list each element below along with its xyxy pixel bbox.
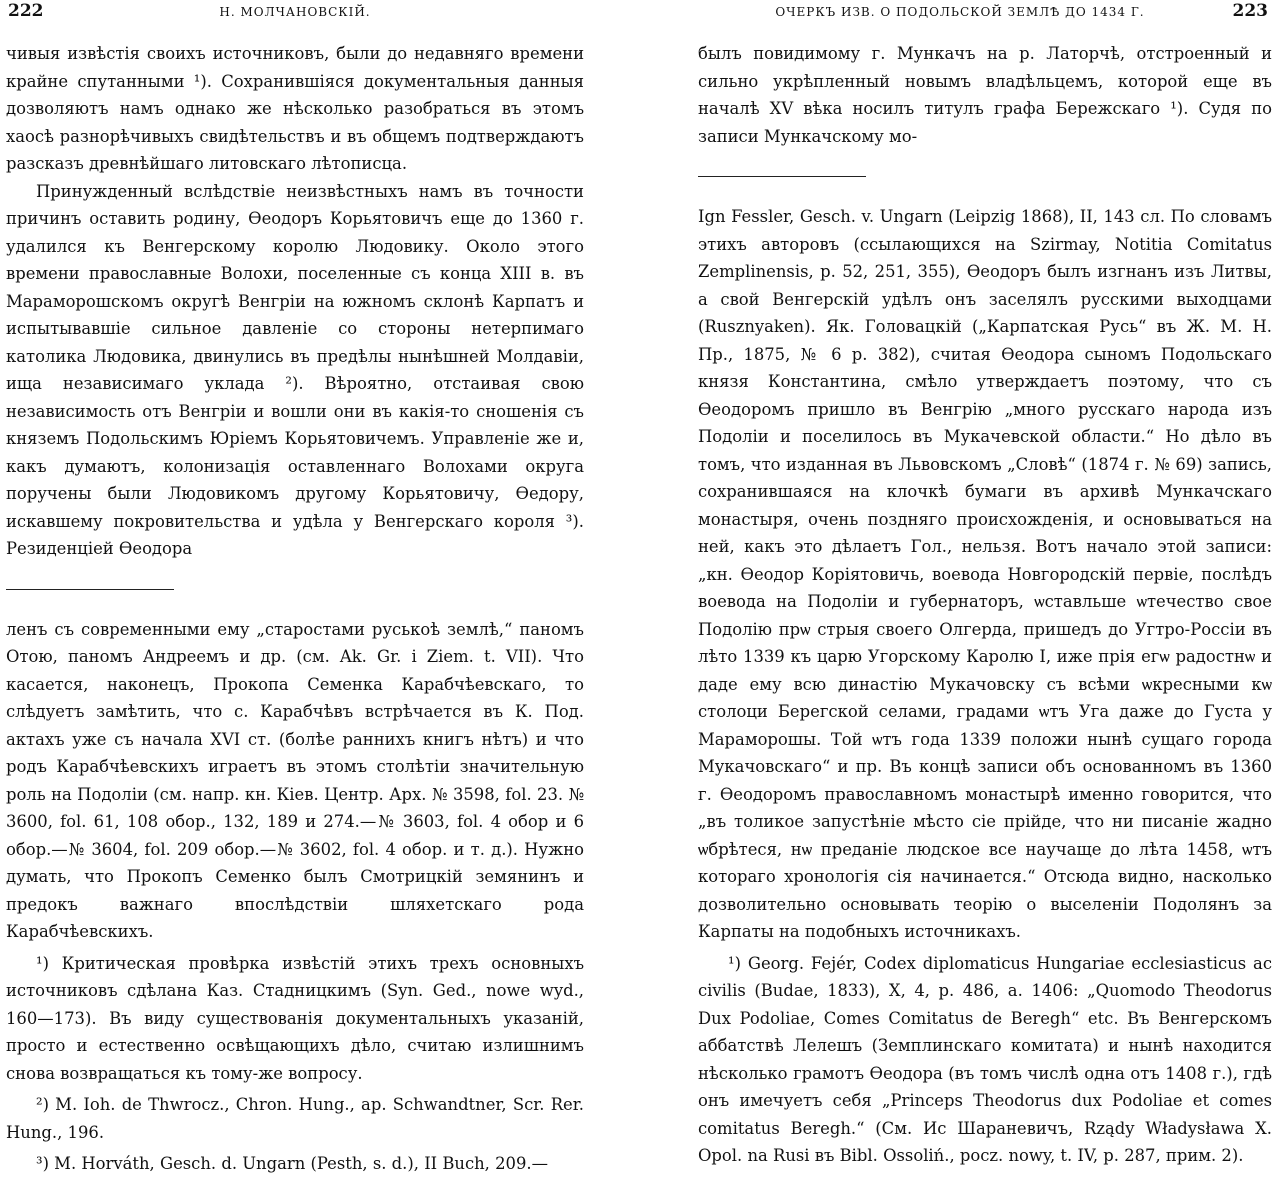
running-title: ОЧЕРКЪ ИЗВ. О ПОДОЛЬСКОЙ ЗЕМЛѢ ДО 1434 Г.: [775, 5, 1145, 19]
footnote-continuation: Ign Fessler, Gesch. v. Ungarn (Leipzig 1868), II, 143 сл. По словамъ этихъ авторовъ (ссылающихся на Szirmay, Notitia Comitatus Zemplinensis, p. 52, 251, 355), Ѳеодоръ былъ изгнанъ изъ Литвы, а свой Венгерскій удѣлъ онъ заселялъ русскими выходцами (Rusznyaken). Як. Головацкій („Карпатская Русь“ въ Ж. М. Н. Пр., 1875, № 6 р. 382), считая Ѳеодора сыномъ Подольскаго князя Константина, смѣло утверждаетъ поэтому, что съ Ѳеодоромъ пришло въ Венгрію „много русскаго народа изъ Подоліи и поселилось въ Мукачевской области.“ Но дѣло въ томъ, что изданная въ Львовскомъ „Словѣ“ (1874 г. № 69) запись, сохранившаяся на клочкѣ бумаги въ архивѣ Мункачскаго монастыря, очень поздняго происхожденія, и основываться на ней, какъ это дѣлаетъ Гол., нельзя. Вотъ начало этой записи: „кн. Ѳеодор Коріятовичь, воевода Новгородскій первіе, послѣдъ воевода на Подоліи и губернаторъ, ѡставльше ѡтечество свое Подолію прѡ стрыя своего Олгерда, пришедъ до Угтро-Россіи въ лѣто 1339 къ царю Угорскому Каролю I, иже прія егѡ радостнѡ и даде ему всю династію Мукачовску съ всѣми ѡкресными кѡ столоци Берегской селами, градами ѡтъ Уга даже до Густа у Мараморошы. Той ѡтъ года 1339 положи нынѣ сущаго города Мукачовскаго“ и пр. Въ концѣ записи объ основанномъ въ 1360 г. Ѳеодоромъ православномъ монастырѣ именно говорится, что „въ толикое запустѣніе мѣсто сіе прійде, что ни писаніе жадно ѡбрѣтеся, нѡ преданіе людское все научаще до лѣта 1458, ѡтъ котораго хронологія сія начинается.“ Отсюда видно, насколько дозволительно основывать теорію о выселеніи Подолянъ за Карпаты на подобныхъ источникахъ.: [698, 207, 1272, 941]
paragraph: былъ повидимому г. Мункачъ на р. Латорчѣ, отстроенный и сильно укрѣпленный новымъ владѣльцемъ, которой еще въ началѣ XV вѣка носилъ титулъ графа Бережскаго ¹). Судя по записи Мункачскому мо-: [698, 44, 1272, 146]
left-running-head: [6, 0, 584, 24]
running-title: Н. МОЛЧАНОВСКІЙ.: [219, 5, 371, 19]
footnote: ³) M. Horváth, Gesch. d. Ungarn (Pesth, s. d.), II Buch, 209.—: [36, 1154, 548, 1173]
left-footnotes: [6, 616, 584, 1178]
footnote: ¹) Критическая провѣрка извѣстій этихъ трехъ основныхъ источниковъ сдѣлана Каз. Стадницкимъ (Syn. Ged., nowe wyd., 160—173). Въ виду существованія документальныхъ указаній, просто и естественно освѣщающихъ дѣло, считаю излишнимъ снова возвращаться къ тому-же вопросу.: [6, 953, 584, 1083]
paragraph: чивыя извѣстія своихъ источниковъ, были до недавняго времени крайне спутанными ¹). Сохранившіяся документальныя данныя дозволяютъ намъ однако же нѣсколько разобраться въ этомъ хаосѣ разнорѣчивыхъ свидѣтельствъ и въ общемъ подтверждаютъ разсказъ древнѣйшаго литовскаго лѣтописца.: [6, 44, 584, 173]
footnote: ²) M. Ioh. de Thwrocz., Chron. Hung., ap. Schwandtner, Scr. Rer. Hung., 196.: [6, 1095, 584, 1142]
right-page: [640, 0, 1280, 1165]
page-number: 222: [8, 1, 44, 21]
left-body-text: [6, 40, 584, 563]
footnote-divider: [6, 589, 174, 590]
paragraph: Принужденный вслѣдствіе неизвѣстныхъ намъ въ точности причинъ оставить родину, Ѳеодоръ Корьятовичъ еще до 1360 г. удалился къ Венгерскому королю Людовику. Около этого времени православные Волохи, поселенные съ конца XIII в. въ Мараморошскомъ округѣ Венгріи на южномъ склонѣ Карпатъ и испытывавшіе сильное давленіе со стороны нетерпимаго католика Людовика, двинулись въ предѣлы нынѣшней Молдавіи, ища независимаго уклада ²). Вѣроятно, отстаивая свою независимость отъ Венгріи и вошли они въ какія-то сношенія съ княземъ Подольскимъ Юріемъ Корьятовичемъ. Управленіе же и, какъ думаютъ, колонизація оставленнаго Волохами округа поручены были Людовикомъ другому Корьятовичу, Ѳедору, искавшему покровительства и удѣла у Венгерскаго короля ³). Резиденціей Ѳеодора: [6, 181, 584, 558]
page-number: 223: [1232, 1, 1268, 21]
right-running-head: [698, 0, 1272, 24]
right-footnotes: [698, 203, 1272, 1170]
footnote-divider: [698, 176, 866, 177]
footnote-continuation: ленъ съ современными ему „старостами руськоѣ землѣ,“ паномъ Отою, паномъ Андреемъ и др. (см. Ak. Gr. i Ziem. t. VII). Что касается, наконецъ, Прокопа Семенка Карабчѣевскаго, то слѣдуетъ замѣтить, что с. Карабчѣвъ встрѣчается въ К. Под. актахъ уже съ начала XVI ст. (болѣе раннихъ книгъ нѣтъ) и что родъ Карабчѣевскихъ играетъ въ этомъ столѣтіи значительную роль на Подоліи (см. напр. кн. Кіев. Центр. Арх. № 3598, fol. 23. № 3600, fol. 61, 108 обор., 132, 189 и 274.—№ 3603, fol. 4 обор и 6 обор.—№ 3604, fol. 209 обор.—№ 3602, fol. 4 обор. и т. д.). Нужно думать, что Прокопъ Семенко былъ Смотрицкій земянинъ и предокъ важнаго впослѣдствіи шляхетскаго рода Карабчѣевскихъ.: [6, 619, 584, 941]
left-page: [0, 0, 640, 1173]
footnote: ¹) Georg. Fejér, Codex diplomaticus Hungariae ecclesiasticus ac civilis (Budae, 1833), X, 4, p. 486, a. 1406: „Quomodo Theodorus Dux Podoliae, Comes Comitatus de Beregh“ etc. Въ Венгерскомъ аббатствѣ Лелешъ (Земплинскаго комитата) и нынѣ находится нѣсколько грамотъ Ѳеодора (въ томъ числѣ одна отъ 1408 г.), гдѣ онъ имечуетъ себя „Princeps Theodorus dux Podoliae et comes comitatus Beregh.“ (См. Ис Шараневичъ, Rządy Władysława X. Opol. na Rusi въ Bibl. Ossoliń., pocz. nowy, t. IV, p. 287, прим. 2).: [698, 953, 1272, 1165]
right-body-text: [698, 40, 1272, 150]
